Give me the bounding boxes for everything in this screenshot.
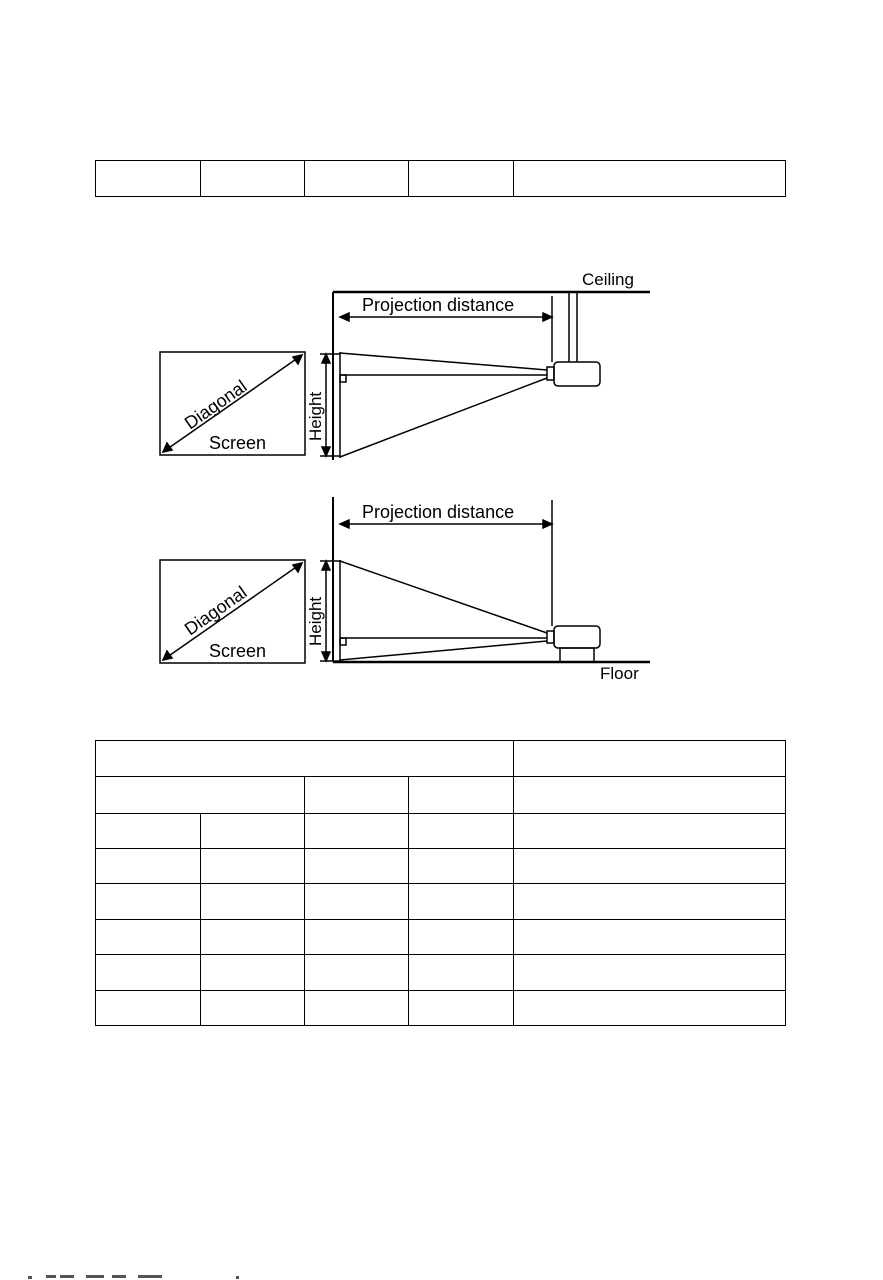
table-cell	[201, 990, 305, 1025]
table-cell	[96, 955, 201, 990]
floor-label: Floor	[600, 664, 639, 683]
table-cell	[305, 990, 409, 1025]
table-cell	[409, 777, 514, 813]
table-cell	[409, 990, 514, 1025]
table-cell	[201, 813, 305, 848]
table-cell	[201, 919, 305, 954]
ceiling-label: Ceiling	[582, 270, 634, 289]
table-cell	[409, 849, 514, 884]
height-label: Height	[306, 596, 325, 646]
table-cell	[305, 813, 409, 848]
table-cell	[96, 884, 201, 919]
table-cell	[514, 884, 786, 919]
projection-table	[95, 740, 786, 1026]
table-row	[96, 813, 786, 848]
table-cell	[96, 813, 201, 848]
diagonal-label: Diagonal	[180, 582, 251, 640]
table-cell	[409, 955, 514, 990]
table-row	[96, 849, 786, 884]
table-row	[96, 955, 786, 990]
table-cell	[201, 955, 305, 990]
table-row	[96, 884, 786, 919]
table-cell	[409, 813, 514, 848]
diagonal-label: Diagonal	[180, 376, 251, 434]
table-cell	[96, 849, 201, 884]
table-cell	[409, 884, 514, 919]
table-cell	[201, 849, 305, 884]
table-cell	[305, 777, 409, 813]
table-cell	[514, 741, 786, 777]
table-cell	[96, 777, 305, 813]
scan-artifact-marks	[0, 1272, 260, 1280]
table-cell	[514, 813, 786, 848]
projection-distance-label: Projection distance	[362, 295, 515, 315]
table-row	[96, 990, 786, 1025]
table-cell	[305, 849, 409, 884]
projection-distance-label: Projection distance	[362, 502, 515, 522]
table-cell	[514, 919, 786, 954]
table-cell	[305, 955, 409, 990]
table-cell	[96, 919, 201, 954]
table-cell	[96, 990, 201, 1025]
table-cell	[514, 849, 786, 884]
table-cell	[409, 919, 514, 954]
screen-label: Screen	[209, 641, 267, 661]
table-cell	[305, 884, 409, 919]
screen-label: Screen	[209, 433, 267, 453]
table-cell	[514, 955, 786, 990]
table-cell	[305, 919, 409, 954]
table-row	[96, 919, 786, 954]
table-row	[96, 777, 786, 813]
table-cell	[201, 884, 305, 919]
table-row	[96, 741, 786, 777]
table-cell	[96, 741, 514, 777]
table-cell	[514, 990, 786, 1025]
table-cell	[514, 777, 786, 813]
height-label: Height	[306, 391, 325, 441]
